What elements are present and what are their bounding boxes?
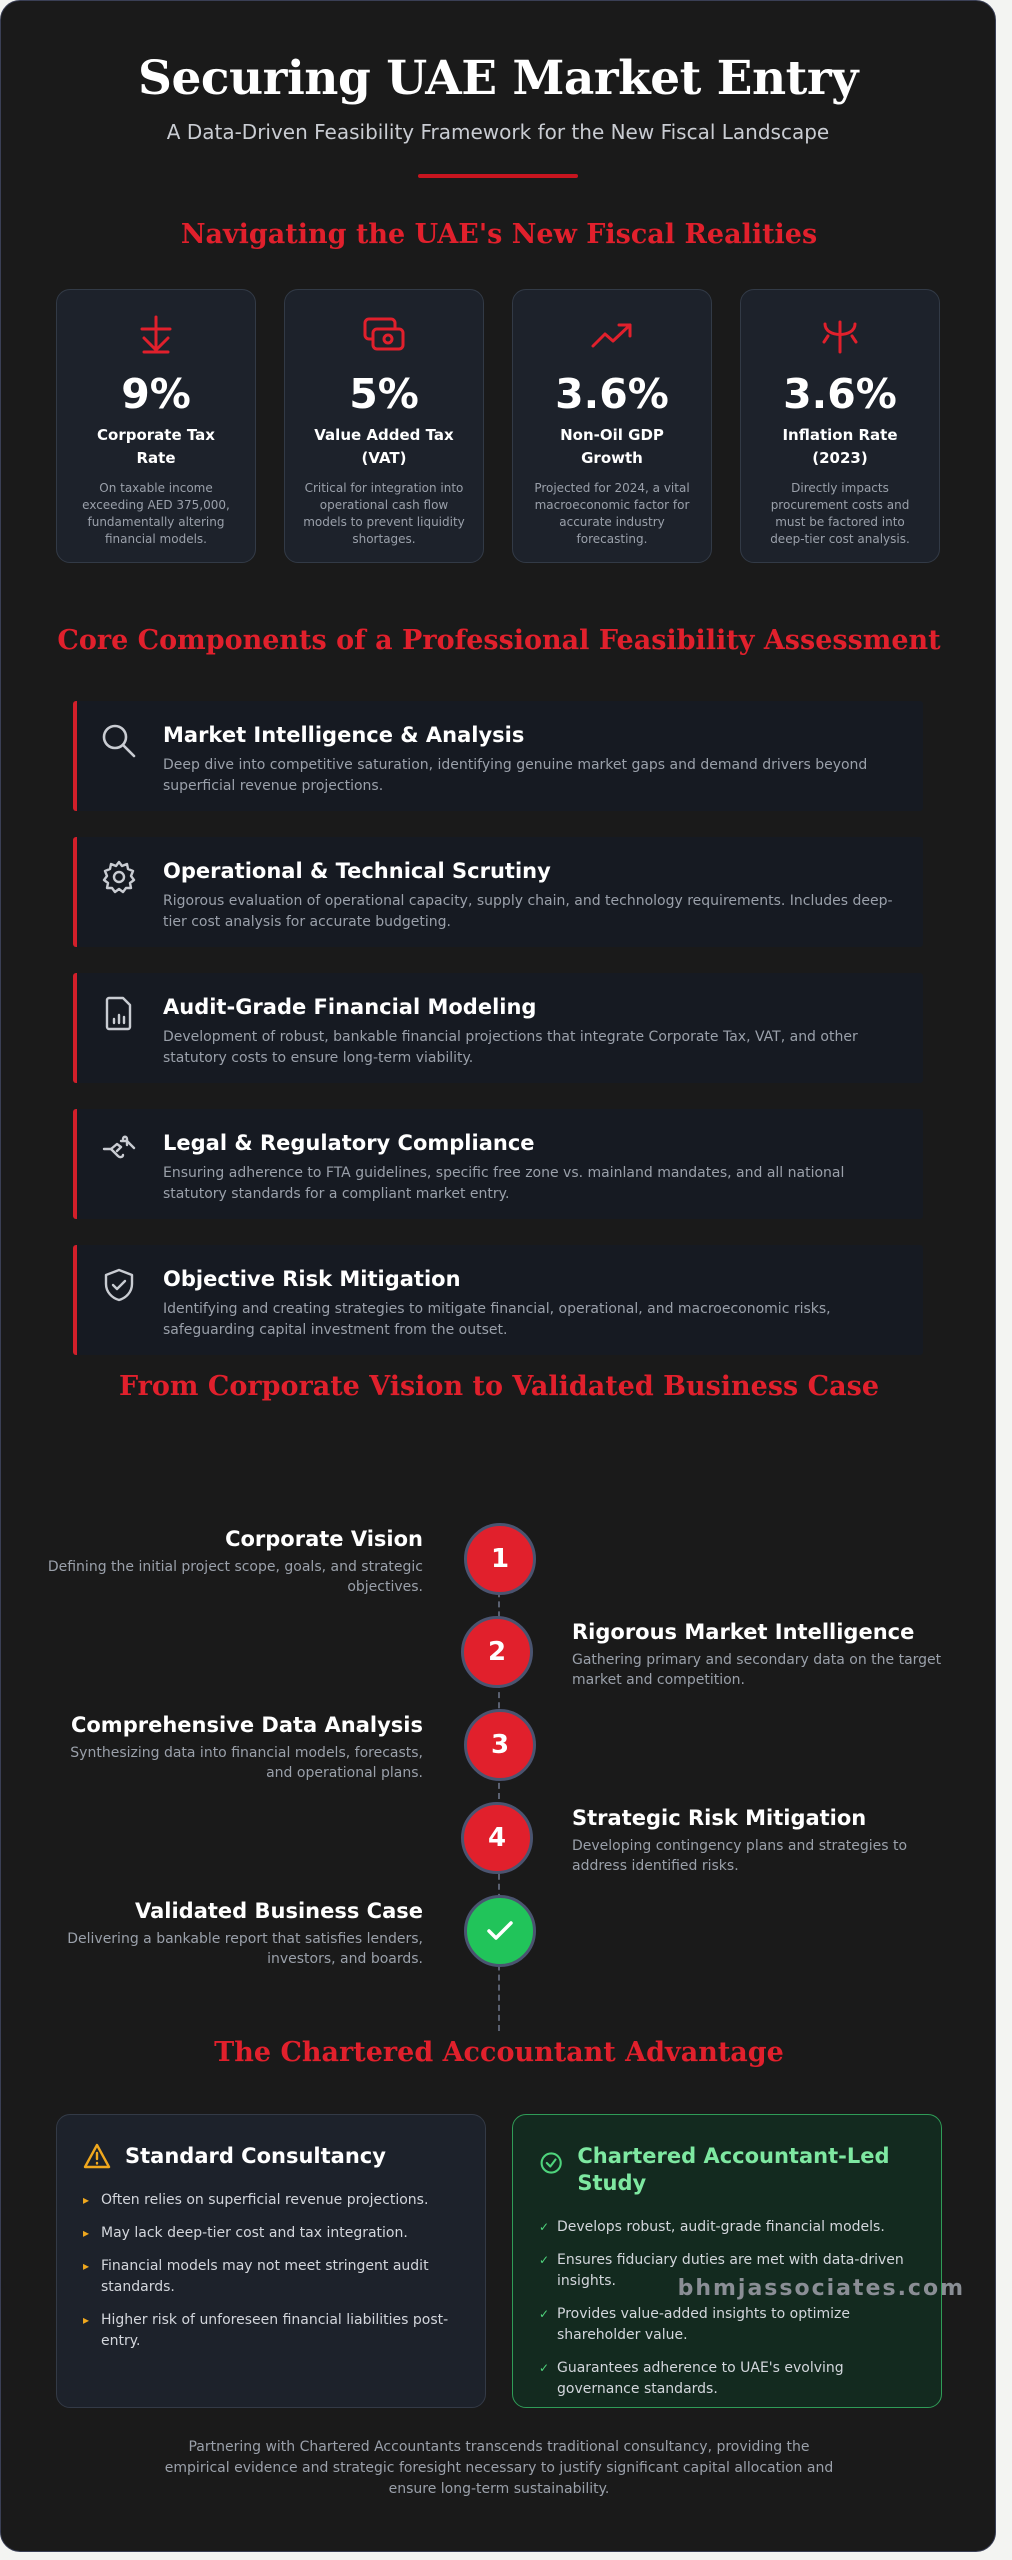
chartered-accountant-card [512,2114,942,2408]
step-title: Corporate Vision [225,1527,423,1551]
step-title: Comprehensive Data Analysis [70,1713,423,1737]
advantage-heading: The Chartered Accountant Advantage [214,2037,784,2068]
bullet-arrow-icon: ▸ [83,2259,90,2273]
step-title: Validated Business Case [135,1899,423,1923]
step-marker: 3 [464,1709,536,1781]
components-heading: Core Components of a Professional Feasibility Assessment [57,625,941,656]
title-divider [418,174,578,178]
component-description: Development of robust, bankable financial projections that integrate Corporate Tax, VAT, and other statutory costs to ensure long-term viability. [163,1029,858,1066]
list-item [73,701,923,811]
list-item: ✓ Develops robust, audit-grade financial models. [539,2217,915,2238]
step-description: Synthesizing data into financial models, forecasts, and operational plans. [70,1745,423,1781]
list-item [73,1109,923,1219]
component-description: Identifying and creating strategies to mitigate financial, operational, and macroeconomic risks, safeguarding capital investment from the outset. [163,1301,831,1338]
step-marker: 1 [464,1523,536,1595]
component-description: Ensuring adherence to FTA guidelines, specific free zone vs. mainland mandates, and all national statutory standards for a compliant market entry. [163,1165,845,1202]
step-description: Delivering a bankable report that satisfies lenders, investors, and boards. [67,1931,423,1967]
stat-value: 5% [349,370,419,418]
page-subtitle: A Data-Driven Feasibility Framework for the New Fiscal Landscape [166,120,830,144]
checkmark-icon [485,1919,515,1943]
standard-consultancy-card [56,2114,486,2408]
shield-check-icon [101,1267,137,1303]
warning-icon [83,2143,111,2169]
check-icon: ✓ [539,2307,550,2321]
list-item: ✓ Provides value-added insights to optimize shareholder value. [539,2306,850,2343]
card-title: Standard Consultancy [125,2144,386,2168]
components-list [73,701,923,1381]
stat-value: 3.6% [783,370,897,418]
stat-card [56,289,256,563]
card-header [539,2143,915,2197]
component-title: Audit-Grade Financial Modeling [163,995,537,1019]
stat-description: Critical for integration into operational cash flow models to prevent liquidity shortages. [303,481,465,546]
standard-list [83,2190,459,2352]
fiscal-heading: Navigating the UAE's New Fiscal Realities [180,219,818,250]
step-marker: 2 [461,1616,533,1688]
timeline-heading: From Corporate Vision to Validated Business Case [118,1371,880,1402]
step-marker: 4 [461,1802,533,1874]
list-item: ✓ Ensures fiduciary duties are met with data-driven insights. [539,2252,904,2289]
timeline-step [572,1806,952,1876]
card-header [83,2143,459,2170]
component-title: Market Intelligence & Analysis [163,723,525,747]
trending-up-icon [531,312,693,358]
step-description: Defining the initial project scope, goals, and strategic objectives. [47,1559,423,1595]
list-item [73,973,923,1083]
step-description: Gathering primary and secondary data on the target market and competition. [572,1652,942,1688]
cash-icon [303,312,465,358]
component-description: Deep dive into competitive saturation, identifying genuine market gaps and demand drivers beyond superficial revenue projections. [163,757,868,794]
timeline-step [572,1620,952,1690]
list-item [73,837,923,947]
fiscal-stats [56,289,942,563]
list-item: ▸ Often relies on superficial revenue projections. [83,2190,459,2211]
timeline-step [43,1899,423,1969]
list-item: ▸ Financial models may not meet stringent audit standards. [83,2258,429,2295]
stat-value: 9% [121,370,191,418]
check-icon: ✓ [539,2361,550,2375]
timeline-step [43,1713,423,1783]
list-item: ▸ Higher risk of unforeseen financial liabilities post-entry. [83,2312,449,2349]
stat-value: 3.6% [555,370,669,418]
file-chart-icon [101,995,137,1031]
hero [1,1,995,178]
balance-scale-icon [75,312,237,358]
anchor-icon [759,312,921,358]
ca-list [539,2217,915,2400]
check-icon: ✓ [539,2220,550,2234]
search-icon [101,723,137,759]
stat-card [512,289,712,563]
bullet-arrow-icon: ▸ [83,2313,90,2327]
component-title: Operational & Technical Scrutiny [163,859,551,883]
step-title: Rigorous Market Intelligence [572,1620,915,1644]
brand-watermark[interactable]: bhmjassociates.com [677,2276,965,2301]
check-circle-icon [539,2149,563,2177]
timeline-step [43,1527,423,1597]
process-timeline [1,1501,996,2021]
step-description: Developing contingency plans and strategies to address identified risks. [572,1838,908,1874]
component-title: Legal & Regulatory Compliance [163,1131,535,1155]
stat-description: On taxable income exceeding AED 375,000, fundamentally altering financial models. [82,481,230,546]
list-item: ▸ May lack deep-tier cost and tax integration. [83,2223,459,2244]
list-item [73,1245,923,1355]
bullet-arrow-icon: ▸ [83,2193,90,2207]
stat-card [284,289,484,563]
list-item: ✓ Guarantees adherence to UAE's evolving governance standards. [539,2360,844,2397]
handshake-icon [101,1131,137,1167]
page-title: Securing UAE Market Entry [138,51,858,106]
stat-label: Value Added Tax (VAT) [314,426,454,467]
stat-card [740,289,940,563]
stat-label: Non-Oil GDP Growth [560,426,664,467]
stat-label: Inflation Rate (2023) [782,426,898,467]
step-marker [464,1895,536,1967]
stat-description: Directly impacts procurement costs and must be factored into deep-tier cost analysis. [770,481,910,546]
card-title: Chartered Accountant-Led Study [577,2144,890,2195]
component-title: Objective Risk Mitigation [163,1267,461,1291]
step-title: Strategic Risk Mitigation [572,1806,867,1830]
bullet-arrow-icon: ▸ [83,2226,90,2240]
check-icon: ✓ [539,2253,550,2267]
footer-note: Partnering with Chartered Accountants transcends traditional consultancy, providing the empirical evidence and strategic foresight necessary to justify significant capital allocation and ensure long-term sustainability. [164,2439,834,2497]
gear-icon [101,859,137,895]
component-description: Rigorous evaluation of operational capacity, supply chain, and technology requirements. Includes deep-tier cost analysis for accurate budgeting. [163,893,893,930]
stat-description: Projected for 2024, a vital macroeconomic factor for accurate industry forecasting. [534,481,690,546]
stat-label: Corporate Tax Rate [97,426,215,467]
